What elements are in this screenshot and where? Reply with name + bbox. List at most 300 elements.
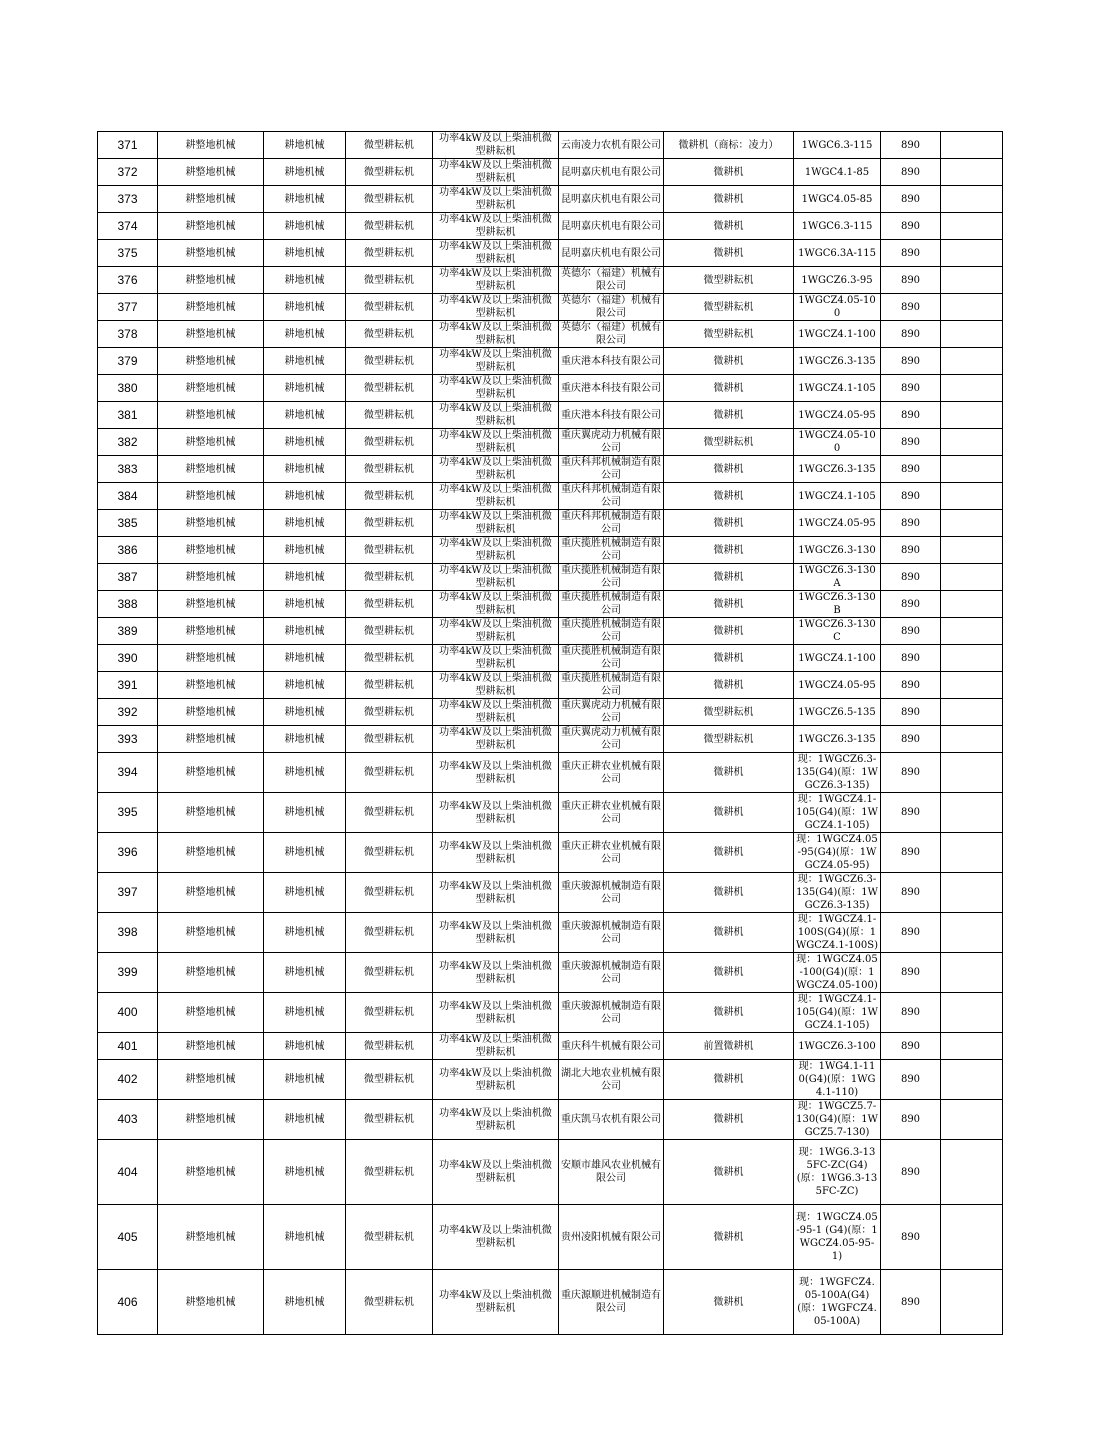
company-cell: 湖北大地农业机械有限公司 — [559, 1060, 664, 1100]
product-name-cell: 微耕机 — [664, 618, 794, 645]
category-cell: 耕整地机械 — [158, 510, 264, 537]
item-cell: 微型耕耘机 — [346, 375, 433, 402]
model-cell: 1WGCZ6.3-135 — [794, 348, 881, 375]
grade-cell: 功率4kW及以上柴油机微型耕耘机 — [433, 1270, 559, 1335]
product-name-cell: 微耕机 — [664, 913, 794, 953]
item-cell: 微型耕耘机 — [346, 429, 433, 456]
product-name-cell: 微耕机 — [664, 833, 794, 873]
grade-cell: 功率4kW及以上柴油机微型耕耘机 — [433, 537, 559, 564]
note-cell — [941, 186, 1003, 213]
note-cell — [941, 1205, 1003, 1270]
note-cell — [941, 1270, 1003, 1335]
company-cell: 重庆揽胜机械制造有限公司 — [559, 672, 664, 699]
subsidy-cell: 890 — [881, 726, 941, 753]
category-cell: 耕整地机械 — [158, 483, 264, 510]
subcategory-cell: 耕地机械 — [264, 402, 346, 429]
item-cell: 微型耕耘机 — [346, 186, 433, 213]
company-cell: 重庆正耕农业机械有限公司 — [559, 793, 664, 833]
subsidy-cell: 890 — [881, 294, 941, 321]
grade-cell: 功率4kW及以上柴油机微型耕耘机 — [433, 1140, 559, 1205]
category-cell: 耕整地机械 — [158, 537, 264, 564]
note-cell — [941, 483, 1003, 510]
category-cell: 耕整地机械 — [158, 699, 264, 726]
category-cell: 耕整地机械 — [158, 1100, 264, 1140]
subsidy-cell: 890 — [881, 1205, 941, 1270]
row-number-cell: 378 — [98, 321, 158, 348]
note-cell — [941, 132, 1003, 159]
table-row — [98, 618, 1003, 645]
company-cell: 重庆科邦机械制造有限公司 — [559, 456, 664, 483]
subsidy-cell: 890 — [881, 753, 941, 793]
item-cell: 微型耕耘机 — [346, 267, 433, 294]
item-cell: 微型耕耘机 — [346, 993, 433, 1033]
subsidy-cell: 890 — [881, 510, 941, 537]
item-cell: 微型耕耘机 — [346, 1205, 433, 1270]
subcategory-cell: 耕地机械 — [264, 564, 346, 591]
model-cell: 1WGCZ4.1-100 — [794, 645, 881, 672]
subsidy-cell: 890 — [881, 483, 941, 510]
company-cell: 昆明嘉庆机电有限公司 — [559, 186, 664, 213]
row-number-cell: 393 — [98, 726, 158, 753]
subcategory-cell: 耕地机械 — [264, 375, 346, 402]
subcategory-cell: 耕地机械 — [264, 1033, 346, 1060]
grade-cell: 功率4kW及以上柴油机微型耕耘机 — [433, 321, 559, 348]
grade-cell: 功率4kW及以上柴油机微型耕耘机 — [433, 213, 559, 240]
company-cell: 重庆揽胜机械制造有限公司 — [559, 618, 664, 645]
model-cell: 现：1WGCZ6.3-135(G4)(原：1WGCZ6.3-135) — [794, 873, 881, 913]
item-cell: 微型耕耘机 — [346, 873, 433, 913]
category-cell: 耕整地机械 — [158, 953, 264, 993]
product-name-cell: 微型耕耘机 — [664, 429, 794, 456]
item-cell: 微型耕耘机 — [346, 953, 433, 993]
note-cell — [941, 993, 1003, 1033]
note-cell — [941, 1100, 1003, 1140]
row-number-cell: 387 — [98, 564, 158, 591]
row-number-cell: 379 — [98, 348, 158, 375]
table-row — [98, 699, 1003, 726]
table-row — [98, 348, 1003, 375]
company-cell: 英德尔（福建）机械有限公司 — [559, 321, 664, 348]
row-number-cell: 380 — [98, 375, 158, 402]
table-row — [98, 213, 1003, 240]
model-cell: 1WGCZ6.3-130C — [794, 618, 881, 645]
category-cell: 耕整地机械 — [158, 348, 264, 375]
note-cell — [941, 645, 1003, 672]
item-cell: 微型耕耘机 — [346, 483, 433, 510]
subcategory-cell: 耕地机械 — [264, 753, 346, 793]
subcategory-cell: 耕地机械 — [264, 537, 346, 564]
note-cell — [941, 159, 1003, 186]
item-cell: 微型耕耘机 — [346, 1033, 433, 1060]
category-cell: 耕整地机械 — [158, 1060, 264, 1100]
model-cell: 1WGCZ6.3-130B — [794, 591, 881, 618]
note-cell — [941, 267, 1003, 294]
subsidy-cell: 890 — [881, 348, 941, 375]
item-cell: 微型耕耘机 — [346, 793, 433, 833]
note-cell — [941, 429, 1003, 456]
subcategory-cell: 耕地机械 — [264, 672, 346, 699]
subsidy-cell: 890 — [881, 213, 941, 240]
category-cell: 耕整地机械 — [158, 618, 264, 645]
category-cell: 耕整地机械 — [158, 645, 264, 672]
product-name-cell: 微耕机 — [664, 1140, 794, 1205]
note-cell — [941, 753, 1003, 793]
subsidy-cell: 890 — [881, 1270, 941, 1335]
model-cell: 1WGCZ4.05-100 — [794, 429, 881, 456]
model-cell: 现：1WGCZ6.3-135(G4)(原：1WGCZ6.3-135) — [794, 753, 881, 793]
subcategory-cell: 耕地机械 — [264, 1060, 346, 1100]
row-number-cell: 401 — [98, 1033, 158, 1060]
model-cell: 现：1WGCZ4.1-105(G4)(原：1WGCZ4.1-105) — [794, 793, 881, 833]
grade-cell: 功率4kW及以上柴油机微型耕耘机 — [433, 456, 559, 483]
category-cell: 耕整地机械 — [158, 267, 264, 294]
row-number-cell: 383 — [98, 456, 158, 483]
table-row — [98, 294, 1003, 321]
table-row — [98, 186, 1003, 213]
table-row — [98, 1140, 1003, 1205]
subcategory-cell: 耕地机械 — [264, 645, 346, 672]
category-cell: 耕整地机械 — [158, 186, 264, 213]
note-cell — [941, 456, 1003, 483]
table-row — [98, 1033, 1003, 1060]
item-cell: 微型耕耘机 — [346, 564, 433, 591]
table-row — [98, 321, 1003, 348]
subsidy-cell: 890 — [881, 913, 941, 953]
row-number-cell: 392 — [98, 699, 158, 726]
company-cell: 昆明嘉庆机电有限公司 — [559, 213, 664, 240]
product-name-cell: 微型耕耘机 — [664, 321, 794, 348]
row-number-cell: 390 — [98, 645, 158, 672]
grade-cell: 功率4kW及以上柴油机微型耕耘机 — [433, 672, 559, 699]
model-cell: 1WGCZ4.1-105 — [794, 483, 881, 510]
category-cell: 耕整地机械 — [158, 213, 264, 240]
product-name-cell: 微耕机 — [664, 873, 794, 913]
row-number-cell: 382 — [98, 429, 158, 456]
item-cell: 微型耕耘机 — [346, 159, 433, 186]
item-cell: 微型耕耘机 — [346, 1060, 433, 1100]
table-row — [98, 1060, 1003, 1100]
grade-cell: 功率4kW及以上柴油机微型耕耘机 — [433, 993, 559, 1033]
table-row — [98, 645, 1003, 672]
note-cell — [941, 564, 1003, 591]
subsidy-cell: 890 — [881, 240, 941, 267]
subsidy-cell: 890 — [881, 186, 941, 213]
category-cell: 耕整地机械 — [158, 993, 264, 1033]
product-name-cell: 微耕机 — [664, 510, 794, 537]
item-cell: 微型耕耘机 — [346, 726, 433, 753]
note-cell — [941, 375, 1003, 402]
grade-cell: 功率4kW及以上柴油机微型耕耘机 — [433, 753, 559, 793]
model-cell: 现：1WGFCZ4.05-100A(G4)(原：1WGFCZ4.05-100A) — [794, 1270, 881, 1335]
table-row — [98, 483, 1003, 510]
table-row — [98, 240, 1003, 267]
item-cell: 微型耕耘机 — [346, 348, 433, 375]
subsidy-cell: 890 — [881, 591, 941, 618]
product-name-cell: 微耕机 — [664, 993, 794, 1033]
product-name-cell: 微型耕耘机 — [664, 726, 794, 753]
item-cell: 微型耕耘机 — [346, 591, 433, 618]
note-cell — [941, 591, 1003, 618]
product-name-cell: 微耕机 — [664, 672, 794, 699]
table-row — [98, 402, 1003, 429]
model-cell: 现：1WGCZ4.05-95-1 (G4)(原：1WGCZ4.05-95-1) — [794, 1205, 881, 1270]
table-body — [98, 132, 1003, 1335]
subsidy-cell: 890 — [881, 833, 941, 873]
product-name-cell: 微耕机 — [664, 1205, 794, 1270]
table-row — [98, 1270, 1003, 1335]
row-number-cell: 377 — [98, 294, 158, 321]
subsidy-cell: 890 — [881, 456, 941, 483]
product-name-cell: 微耕机 — [664, 375, 794, 402]
subcategory-cell: 耕地机械 — [264, 132, 346, 159]
grade-cell: 功率4kW及以上柴油机微型耕耘机 — [433, 953, 559, 993]
company-cell: 重庆正耕农业机械有限公司 — [559, 753, 664, 793]
grade-cell: 功率4kW及以上柴油机微型耕耘机 — [433, 132, 559, 159]
product-name-cell: 微耕机 — [664, 793, 794, 833]
model-cell: 现：1WGCZ4.05-95(G4)(原：1WGCZ4.05-95) — [794, 833, 881, 873]
table-row — [98, 793, 1003, 833]
table-row — [98, 1100, 1003, 1140]
category-cell: 耕整地机械 — [158, 402, 264, 429]
grade-cell: 功率4kW及以上柴油机微型耕耘机 — [433, 375, 559, 402]
subcategory-cell: 耕地机械 — [264, 456, 346, 483]
company-cell: 重庆翼虎动力机械有限公司 — [559, 429, 664, 456]
table-row — [98, 591, 1003, 618]
table-row — [98, 132, 1003, 159]
model-cell: 1WGC6.3-115 — [794, 132, 881, 159]
product-name-cell: 微型耕耘机 — [664, 267, 794, 294]
subcategory-cell: 耕地机械 — [264, 483, 346, 510]
table-row — [98, 429, 1003, 456]
company-cell: 重庆骏源机械制造有限公司 — [559, 873, 664, 913]
company-cell: 重庆凯马农机有限公司 — [559, 1100, 664, 1140]
table-row — [98, 510, 1003, 537]
row-number-cell: 396 — [98, 833, 158, 873]
item-cell: 微型耕耘机 — [346, 699, 433, 726]
model-cell: 1WGCZ4.1-105 — [794, 375, 881, 402]
grade-cell: 功率4kW及以上柴油机微型耕耘机 — [433, 483, 559, 510]
subsidy-cell: 890 — [881, 1140, 941, 1205]
company-cell: 重庆科牛机械有限公司 — [559, 1033, 664, 1060]
model-cell: 1WGCZ6.3-135 — [794, 726, 881, 753]
subcategory-cell: 耕地机械 — [264, 1100, 346, 1140]
model-cell: 1WGCZ4.1-100 — [794, 321, 881, 348]
row-number-cell: 397 — [98, 873, 158, 913]
model-cell: 现：1WG6.3-135FC-ZC(G4)(原：1WG6.3-135FC-ZC) — [794, 1140, 881, 1205]
subcategory-cell: 耕地机械 — [264, 793, 346, 833]
subcategory-cell: 耕地机械 — [264, 833, 346, 873]
category-cell: 耕整地机械 — [158, 913, 264, 953]
category-cell: 耕整地机械 — [158, 1205, 264, 1270]
row-number-cell: 386 — [98, 537, 158, 564]
model-cell: 现：1WGCZ4.1-105(G4)(原：1WGCZ4.1-105) — [794, 993, 881, 1033]
product-name-cell: 微耕机 — [664, 213, 794, 240]
company-cell: 云南凌力农机有限公司 — [559, 132, 664, 159]
row-number-cell: 388 — [98, 591, 158, 618]
model-cell: 现：1WGCZ4.1-100S(G4)(原：1WGCZ4.1-100S) — [794, 913, 881, 953]
item-cell: 微型耕耘机 — [346, 753, 433, 793]
grade-cell: 功率4kW及以上柴油机微型耕耘机 — [433, 1100, 559, 1140]
subsidy-cell: 890 — [881, 993, 941, 1033]
category-cell: 耕整地机械 — [158, 375, 264, 402]
subsidy-cell: 890 — [881, 429, 941, 456]
grade-cell: 功率4kW及以上柴油机微型耕耘机 — [433, 510, 559, 537]
note-cell — [941, 294, 1003, 321]
grade-cell: 功率4kW及以上柴油机微型耕耘机 — [433, 348, 559, 375]
grade-cell: 功率4kW及以上柴油机微型耕耘机 — [433, 159, 559, 186]
row-number-cell: 372 — [98, 159, 158, 186]
subcategory-cell: 耕地机械 — [264, 1140, 346, 1205]
subsidy-cell: 890 — [881, 645, 941, 672]
table-row — [98, 833, 1003, 873]
subsidy-cell: 890 — [881, 618, 941, 645]
table-row — [98, 267, 1003, 294]
company-cell: 重庆正耕农业机械有限公司 — [559, 833, 664, 873]
grade-cell: 功率4kW及以上柴油机微型耕耘机 — [433, 833, 559, 873]
subsidy-cell: 890 — [881, 537, 941, 564]
subcategory-cell: 耕地机械 — [264, 429, 346, 456]
subcategory-cell: 耕地机械 — [264, 993, 346, 1033]
grade-cell: 功率4kW及以上柴油机微型耕耘机 — [433, 1060, 559, 1100]
grade-cell: 功率4kW及以上柴油机微型耕耘机 — [433, 1205, 559, 1270]
subsidy-cell: 890 — [881, 132, 941, 159]
row-number-cell: 405 — [98, 1205, 158, 1270]
row-number-cell: 403 — [98, 1100, 158, 1140]
row-number-cell: 398 — [98, 913, 158, 953]
subcategory-cell: 耕地机械 — [264, 213, 346, 240]
item-cell: 微型耕耘机 — [346, 132, 433, 159]
row-number-cell: 406 — [98, 1270, 158, 1335]
table-row — [98, 873, 1003, 913]
product-name-cell: 微耕机 — [664, 402, 794, 429]
row-number-cell: 385 — [98, 510, 158, 537]
note-cell — [941, 833, 1003, 873]
subcategory-cell: 耕地机械 — [264, 1205, 346, 1270]
table-row — [98, 159, 1003, 186]
note-cell — [941, 537, 1003, 564]
note-cell — [941, 618, 1003, 645]
note-cell — [941, 793, 1003, 833]
product-name-cell: 微耕机 — [664, 953, 794, 993]
subcategory-cell: 耕地机械 — [264, 267, 346, 294]
row-number-cell: 395 — [98, 793, 158, 833]
item-cell: 微型耕耘机 — [346, 294, 433, 321]
subcategory-cell: 耕地机械 — [264, 294, 346, 321]
note-cell — [941, 510, 1003, 537]
product-name-cell: 微耕机 — [664, 159, 794, 186]
grade-cell: 功率4kW及以上柴油机微型耕耘机 — [433, 618, 559, 645]
company-cell: 重庆科邦机械制造有限公司 — [559, 483, 664, 510]
table-row — [98, 564, 1003, 591]
item-cell: 微型耕耘机 — [346, 456, 433, 483]
subcategory-cell: 耕地机械 — [264, 618, 346, 645]
company-cell: 重庆翼虎动力机械有限公司 — [559, 699, 664, 726]
category-cell: 耕整地机械 — [158, 294, 264, 321]
note-cell — [941, 913, 1003, 953]
company-cell: 昆明嘉庆机电有限公司 — [559, 159, 664, 186]
item-cell: 微型耕耘机 — [346, 913, 433, 953]
equipment-table — [97, 131, 1003, 1335]
subcategory-cell: 耕地机械 — [264, 186, 346, 213]
item-cell: 微型耕耘机 — [346, 510, 433, 537]
table-row — [98, 537, 1003, 564]
product-name-cell: 微耕机 — [664, 348, 794, 375]
row-number-cell: 375 — [98, 240, 158, 267]
note-cell — [941, 1140, 1003, 1205]
product-name-cell: 微耕机（商标：凌力） — [664, 132, 794, 159]
category-cell: 耕整地机械 — [158, 429, 264, 456]
subsidy-cell: 890 — [881, 321, 941, 348]
subcategory-cell: 耕地机械 — [264, 913, 346, 953]
subcategory-cell: 耕地机械 — [264, 510, 346, 537]
product-name-cell: 微耕机 — [664, 1060, 794, 1100]
product-name-cell: 前置微耕机 — [664, 1033, 794, 1060]
row-number-cell: 384 — [98, 483, 158, 510]
company-cell: 安顺市雄风农业机械有限公司 — [559, 1140, 664, 1205]
grade-cell: 功率4kW及以上柴油机微型耕耘机 — [433, 726, 559, 753]
category-cell: 耕整地机械 — [158, 873, 264, 913]
model-cell: 1WGC6.3-115 — [794, 213, 881, 240]
item-cell: 微型耕耘机 — [346, 321, 433, 348]
company-cell: 昆明嘉庆机电有限公司 — [559, 240, 664, 267]
row-number-cell: 400 — [98, 993, 158, 1033]
company-cell: 英德尔（福建）机械有限公司 — [559, 294, 664, 321]
subcategory-cell: 耕地机械 — [264, 1270, 346, 1335]
table-row — [98, 1205, 1003, 1270]
company-cell: 重庆骏源机械制造有限公司 — [559, 993, 664, 1033]
note-cell — [941, 1033, 1003, 1060]
model-cell: 1WGC4.05-85 — [794, 186, 881, 213]
grade-cell: 功率4kW及以上柴油机微型耕耘机 — [433, 564, 559, 591]
company-cell: 重庆科邦机械制造有限公司 — [559, 510, 664, 537]
model-cell: 现：1WG4.1-110(G4)(原：1WG4.1-110) — [794, 1060, 881, 1100]
row-number-cell: 389 — [98, 618, 158, 645]
table-row — [98, 913, 1003, 953]
product-name-cell: 微耕机 — [664, 753, 794, 793]
category-cell: 耕整地机械 — [158, 564, 264, 591]
grade-cell: 功率4kW及以上柴油机微型耕耘机 — [433, 429, 559, 456]
company-cell: 重庆揽胜机械制造有限公司 — [559, 564, 664, 591]
category-cell: 耕整地机械 — [158, 591, 264, 618]
table-row — [98, 375, 1003, 402]
item-cell: 微型耕耘机 — [346, 1270, 433, 1335]
item-cell: 微型耕耘机 — [346, 833, 433, 873]
subsidy-cell: 890 — [881, 699, 941, 726]
company-cell: 重庆骏源机械制造有限公司 — [559, 953, 664, 993]
model-cell: 1WGCZ6.3-135 — [794, 456, 881, 483]
grade-cell: 功率4kW及以上柴油机微型耕耘机 — [433, 645, 559, 672]
row-number-cell: 373 — [98, 186, 158, 213]
category-cell: 耕整地机械 — [158, 321, 264, 348]
row-number-cell: 394 — [98, 753, 158, 793]
subsidy-cell: 890 — [881, 375, 941, 402]
table-row — [98, 672, 1003, 699]
item-cell: 微型耕耘机 — [346, 1140, 433, 1205]
product-name-cell: 微耕机 — [664, 564, 794, 591]
subsidy-cell: 890 — [881, 1100, 941, 1140]
subsidy-cell: 890 — [881, 267, 941, 294]
note-cell — [941, 213, 1003, 240]
category-cell: 耕整地机械 — [158, 726, 264, 753]
item-cell: 微型耕耘机 — [346, 645, 433, 672]
model-cell: 1WGCZ6.3-100 — [794, 1033, 881, 1060]
model-cell: 1WGC4.1-85 — [794, 159, 881, 186]
grade-cell: 功率4kW及以上柴油机微型耕耘机 — [433, 913, 559, 953]
item-cell: 微型耕耘机 — [346, 240, 433, 267]
table-row — [98, 993, 1003, 1033]
model-cell: 1WGCZ6.3-130 — [794, 537, 881, 564]
product-name-cell: 微耕机 — [664, 591, 794, 618]
